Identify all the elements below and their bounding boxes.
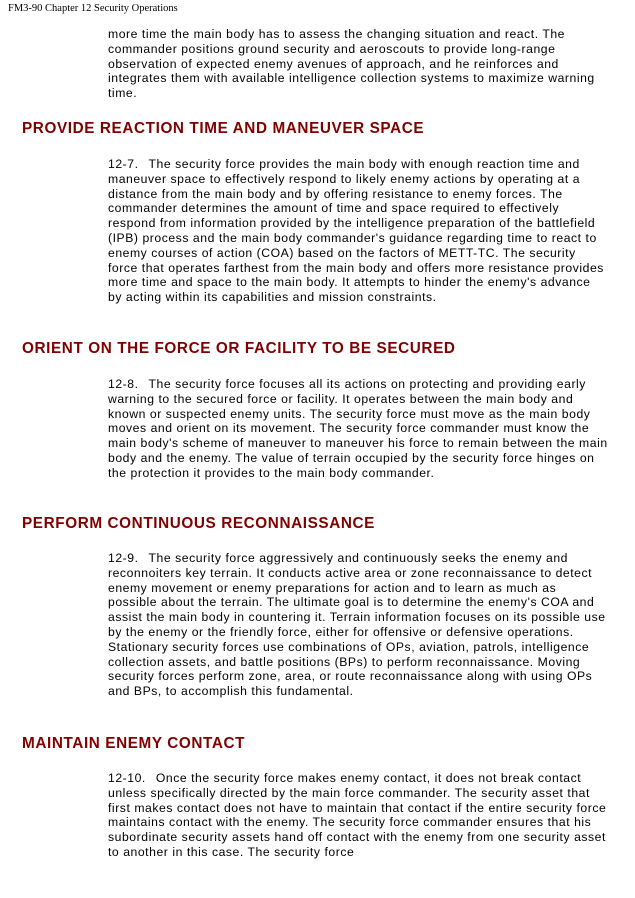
section-heading-reaction-time: PROVIDE REACTION TIME AND MANEUVER SPACE [22, 120, 425, 137]
paragraph-number: 12-9. [108, 551, 139, 565]
paragraph-number: 12-10. [108, 771, 146, 785]
section-heading-continuous-reconnaissance: PERFORM CONTINUOUS RECONNAISSANCE [22, 515, 375, 532]
section-heading-maintain-contact: MAINTAIN ENEMY CONTACT [22, 735, 246, 752]
paragraph-12-8 [108, 377, 608, 481]
intro-paragraph: more time the main body has to assess the changing situation and react. The commander positions ground security and aeroscouts to provide long-range observation of expected enemy avenues of approach, and he reinforces and integrates them with available intelligence collection systems to maximize warning time. [108, 27, 595, 101]
paragraph-12-9 [108, 551, 608, 699]
paragraph-number: 12-7. [108, 157, 139, 171]
paragraph-12-7 [108, 157, 608, 305]
paragraph-text: The security force provides the main body with enough reaction time and maneuver space to effectively respond to likely enemy actions by operating at a distance from the main body and by offering resistance to enemy forces. The commander determines the amount of time and space required to effectively respond from information provided by the intelligence preparation of the battlefield (IPB) process and the main body commander's guidance regarding time to react to enemy courses of action (COA) based on the factors of METT-TC. The security force that operates farthest from the main body and offers more resistance provides more time and space to the main body. It attempts to hinder the enemy's advance by acting within its capabilities and mission constraints. [108, 157, 604, 305]
paragraph-number: 12-8. [108, 377, 139, 391]
section-heading-orient-on-force: ORIENT ON THE FORCE OR FACILITY TO BE SECURED [22, 340, 456, 357]
paragraph-text: Once the security force makes enemy contact, it does not break contact unless specifically directed by the main force commander. The security asset that first makes contact does not have to maintain that contact if the entire security force maintains contact with the enemy. The security force commander ensures that his subordinate security assets hand off contact with the enemy from one security asset to another in this case. The security force [108, 771, 607, 859]
running-header: FM3-90 Chapter 12 Security Operations [8, 3, 178, 14]
paragraph-text: The security force aggressively and continuously seeks the enemy and reconnoiters key terrain. It conducts active area or zone reconnaissance to detect enemy movement or enemy preparations for action and to learn as much as possible about the terrain. The ultimate goal is to determine the enemy's COA and assist the main body in countering it. Terrain information focuses on its possible use by the enemy or the friendly force, either for offensive or defensive operations. Stationary security forces use combinations of OPs, aviation, patrols, intelligence collection assets, and battle positions (BPs) to perform reconnaissance. Moving security forces perform zone, area, or route reconnaissance along with using OPs and BPs, to accomplish this fundamental. [108, 551, 606, 699]
paragraph-text: The security force focuses all its actions on protecting and providing early warning to the secured force or facility. It operates between the main body and known or suspected enemy units. The security force must move as the main body moves and orient on its movement. The security force commander must know the main body's scheme of maneuver to maneuver his force to remain between the main body and the enemy. The value of terrain occupied by the security force hinges on the protection it provides to the main body commander. [108, 377, 608, 480]
paragraph-12-10 [108, 771, 608, 860]
